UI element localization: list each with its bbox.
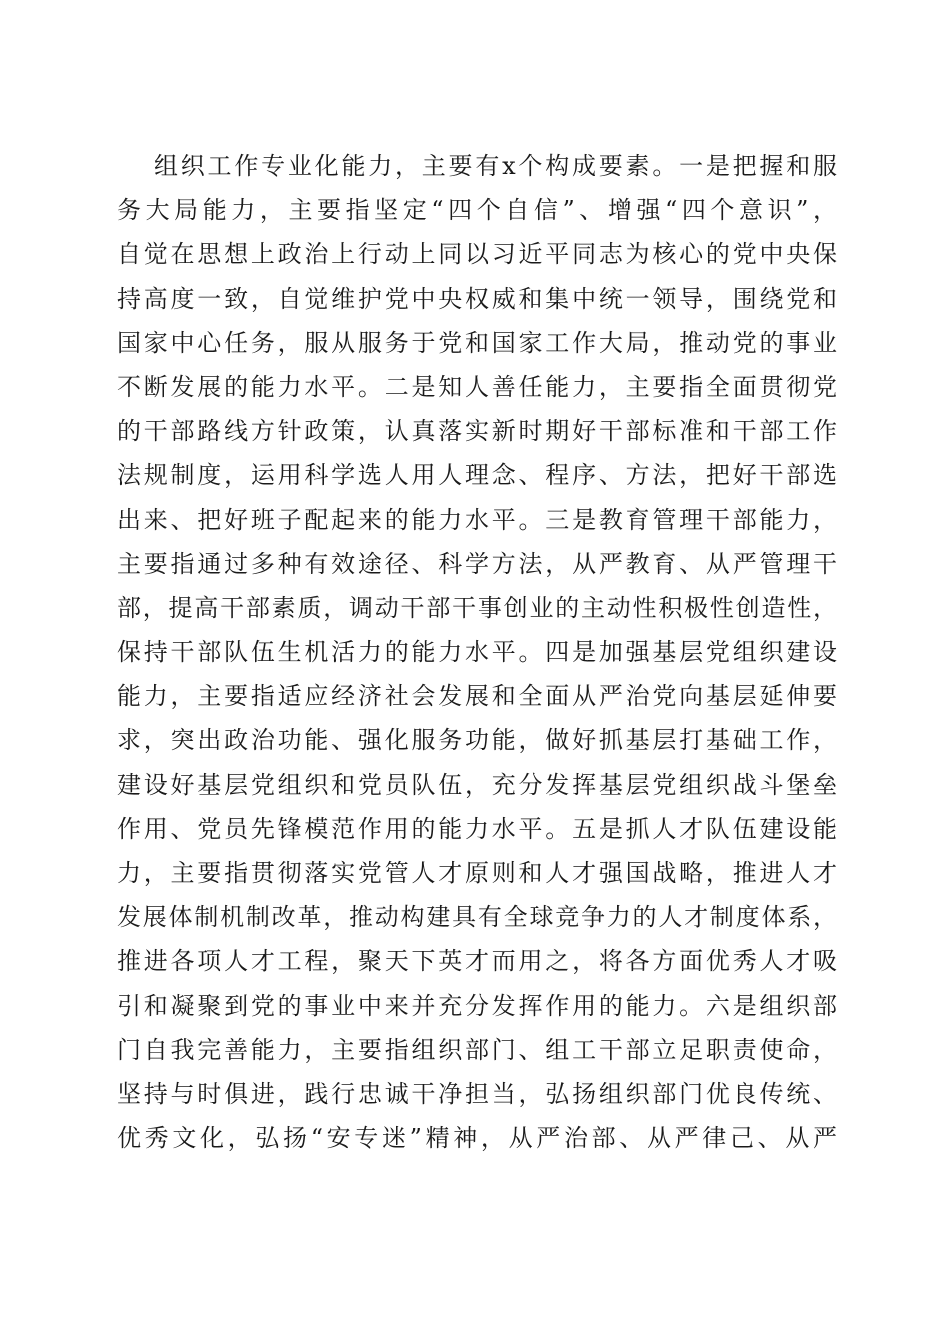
- text-line-1: 组织工作专业化能力，主要有x个构成要素。一是把握和服: [154, 152, 837, 180]
- text-line-19: 推进各项人才工程，聚天下英才而用之，将各方面优秀人才吸: [117, 947, 837, 976]
- text-line-22: 坚持与时俱进，践行忠诚干净担当，弘扬组织部门优良传统、: [117, 1079, 837, 1108]
- text-line-11: 部，提高干部素质，调动干部干事创业的主动性积极性创造性，: [117, 593, 837, 622]
- text-line-13: 能力，主要指适应经济社会发展和全面从严治党向基层延伸要: [117, 682, 837, 711]
- text-line-4: 持高度一致，自觉维护党中央权威和集中统一领导，围绕党和: [117, 284, 837, 313]
- text-line-14: 求，突出政治功能、强化服务功能，做好抓基层打基础工作，: [117, 726, 837, 755]
- text-line-21: 门自我完善能力，主要指组织部门、组工干部立足职责使命，: [117, 1035, 837, 1064]
- text-line-23: 优秀文化，弘扬“安专迷”精神，从严治部、从严律己、从严: [117, 1124, 837, 1153]
- text-line-16: 作用、党员先锋模范作用的能力水平。五是抓人才队伍建设能: [117, 814, 837, 843]
- text-line-9: 出来、把好班子配起来的能力水平。三是教育管理干部能力，: [117, 505, 837, 534]
- text-line-10: 主要指通过多种有效途径、科学方法，从严教育、从严管理干: [117, 549, 837, 578]
- text-line-5: 国家中心任务，服从服务于党和国家工作大局，推动党的事业: [117, 328, 837, 357]
- text-line-20: 引和凝聚到党的事业中来并充分发挥作用的能力。六是组织部: [117, 991, 837, 1020]
- body-paragraph: [117, 144, 837, 1160]
- text-line-6: 不断发展的能力水平。二是知人善任能力，主要指全面贯彻党: [117, 372, 837, 401]
- text-line-8: 法规制度，运用科学选人用人理念、程序、方法，把好干部选: [117, 461, 837, 490]
- text-line-7: 的干部路线方针政策，认真落实新时期好干部标准和干部工作: [117, 417, 837, 446]
- text-line-2: 务大局能力，主要指坚定“四个自信”、增强“四个意识”，: [117, 196, 837, 225]
- text-line-3: 自觉在思想上政治上行动上同以习近平同志为核心的党中央保: [117, 240, 837, 269]
- text-line-15: 建设好基层党组织和党员队伍，充分发挥基层党组织战斗堡垒: [117, 770, 837, 799]
- text-line-17: 力，主要指贯彻落实党管人才原则和人才强国战略，推进人才: [117, 859, 837, 887]
- text-line-12: 保持干部队伍生机活力的能力水平。四是加强基层党组织建设: [117, 638, 837, 667]
- text-line-18: 发展体制机制改革，推动构建具有全球竞争力的人才制度体系，: [117, 903, 837, 932]
